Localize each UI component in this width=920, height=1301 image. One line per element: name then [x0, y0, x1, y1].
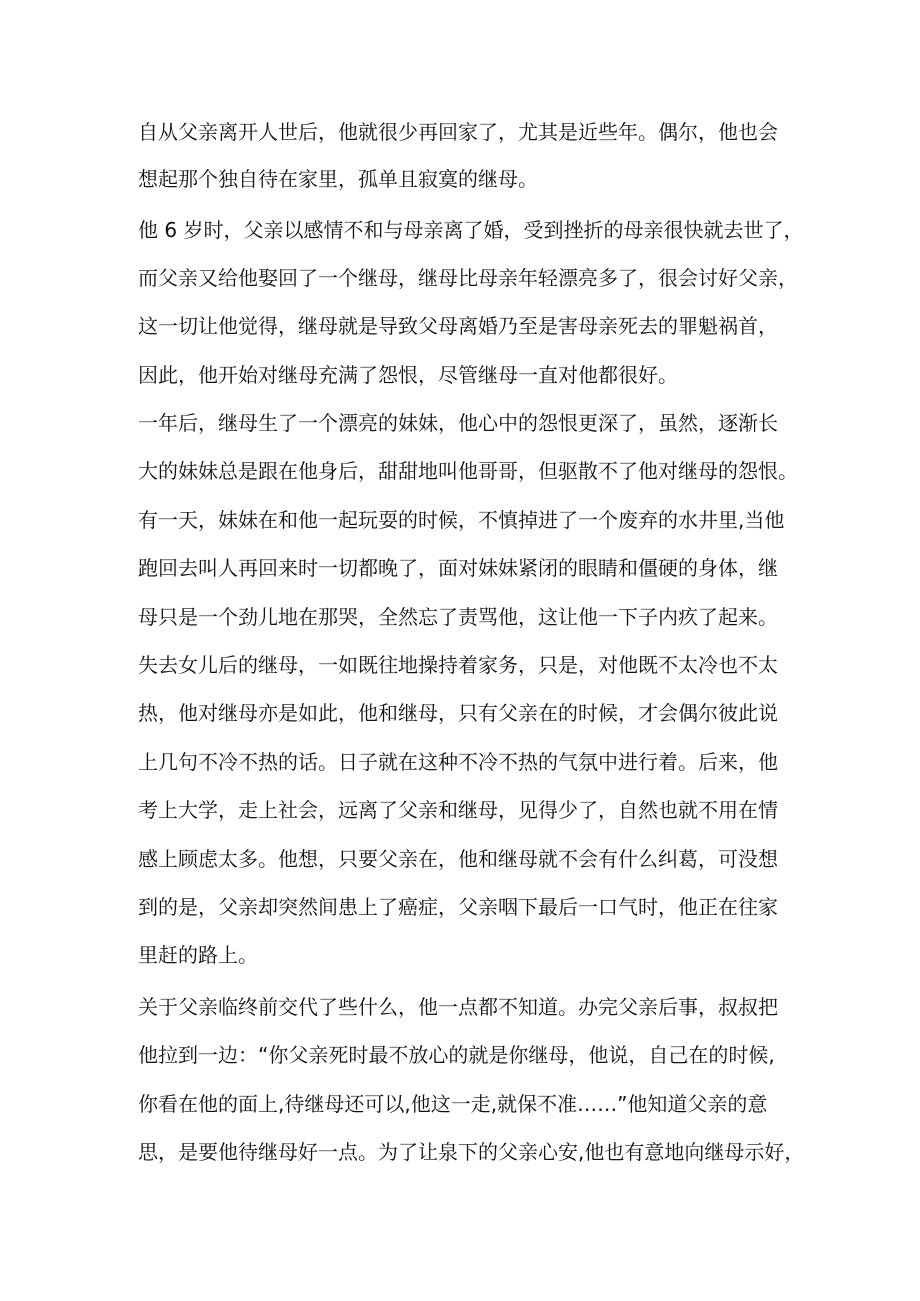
text-line: 大的妹妹总是跟在他身后，甜甜地叫他哥哥，但驱散不了他对继母的怨恨。 — [138, 459, 798, 483]
text-line: 到的是，父亲却突然间患上了癌症，父亲咽下最后一口气时，他正在往家 — [138, 895, 778, 919]
text-line: 一年后，继母生了一个漂亮的妹妹，他心中的怨恨更深了，虽然，逐渐长 — [138, 411, 778, 435]
text-line: 他拉到一边：“你父亲死时最不放心的就是你继母，他说，自己在的时候, — [138, 1043, 775, 1067]
text-line: 感上顾虑太多。他想，只要父亲在，他和继母就不会有什么纠葛，可没想 — [138, 847, 778, 871]
text-line: 有一天，妹妹在和他一起玩耍的时候，不慎掉进了一个废弃的水井里,当他 — [138, 508, 785, 532]
text-line: 这一切让他觉得，继母就是导致父母离婚乃至是害母亲死去的罪魁祸首， — [138, 314, 778, 338]
text-line: 想起那个独自待在家里，孤单且寂寞的继母。 — [138, 167, 538, 191]
text-line: 热，他对继母亦是如此，他和继母，只有父亲在的时候，才会偶尔彼此说 — [138, 701, 778, 725]
text-line: 跑回去叫人再回来时一切都晚了，面对妹妹紧闭的眼睛和僵硬的身体，继 — [138, 556, 778, 580]
text-line: 关于父亲临终前交代了些什么，他一点都不知道。办完父亲后事，叔叔把 — [138, 995, 778, 1019]
text-line: 母只是一个劲儿地在那哭，全然忘了责骂他，这让他一下子内疚了起来。 — [138, 605, 778, 629]
text-line: 他 6 岁时，父亲以感情不和与母亲离了婚，受到挫折的母亲很快就去世了， — [138, 218, 804, 242]
text-line: 而父亲又给他娶回了一个继母，继母比母亲年轻漂亮多了，很会讨好父亲， — [138, 266, 798, 290]
text-line: 失去女儿后的继母，一如既往地操持着家务，只是，对他既不太冷也不太 — [138, 653, 778, 677]
text-line: 你看在他的面上,待继母还可以,他这一走,就保不准……”他知道父亲的意 — [138, 1092, 768, 1116]
text-line: 里赶的路上。 — [138, 943, 258, 967]
text-line: 上几句不冷不热的话。日子就在这种不冷不热的气氛中进行着。后来，他 — [138, 750, 778, 774]
text-line: 考上大学，走上社会，远离了父亲和继母，见得少了，自然也就不用在情 — [138, 798, 778, 822]
text-line: 思，是要他待继母好一点。为了让泉下的父亲心安,他也有意地向继母示好， — [138, 1140, 805, 1164]
text-line: 因此，他开始对继母充满了怨恨，尽管继母一直对他都很好。 — [138, 363, 678, 387]
text-line: 自从父亲离开人世后，他就很少再回家了，尤其是近些年。偶尔，他也会 — [138, 120, 778, 144]
